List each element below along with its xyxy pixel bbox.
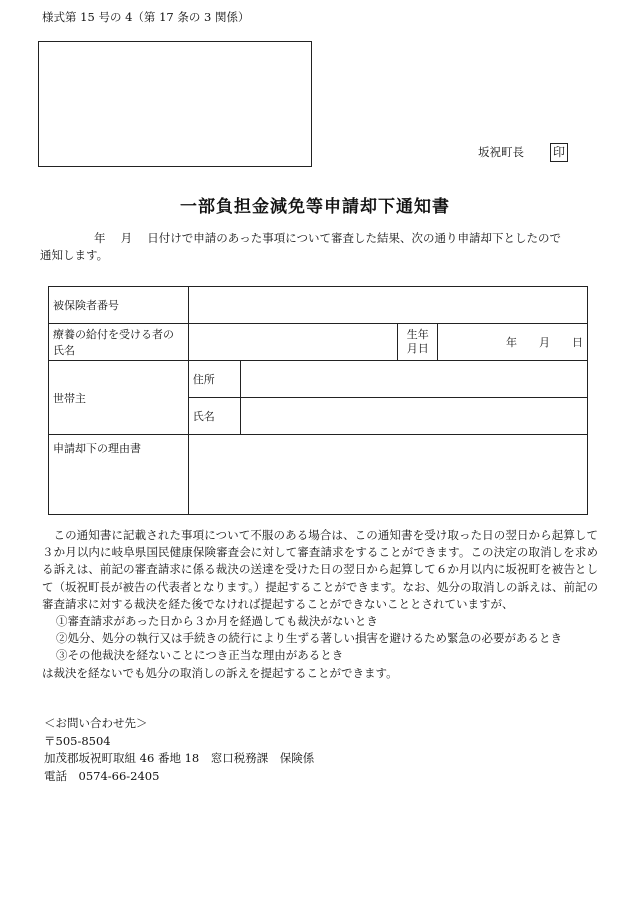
- intro-line-2: 通知します。: [40, 248, 109, 262]
- notice-item-3: ③その他裁決を経ないことにつき正当な理由があるとき: [56, 648, 344, 663]
- recipient-label-line-1: 療養の給付を受ける者の: [53, 328, 174, 341]
- contact-phone: 電話 0574-66-2405: [44, 768, 160, 783]
- recipient-address-box: [38, 41, 312, 167]
- issuer-title: 坂祝町長: [478, 145, 524, 159]
- intro-text: [40, 230, 600, 264]
- intro-line-1: 年 月 日付けで申請のあった事項について審査した結果、次の通り申請却下としたので: [94, 231, 561, 245]
- issuer: [478, 143, 568, 162]
- recipient-name-value: [188, 324, 398, 361]
- rejection-reason-label: 申請却下の理由書: [49, 435, 189, 515]
- birth-label-line-2: 月日: [406, 342, 429, 355]
- recipient-label-line-2: 氏名: [53, 344, 75, 357]
- notice-item-2: ②処分、処分の執行又は手続きの続行により生ずる著しい損害を避けるため緊急の必要があるとき: [56, 631, 562, 646]
- household-head-label: 世帯主: [49, 361, 189, 435]
- head-name-value: [240, 398, 587, 435]
- insured-number-label: 被保険者番号: [49, 287, 189, 324]
- address-value: [240, 361, 587, 398]
- notice-paragraph: この通知書に記載された事項について不服のある場合は、この通知書を受け取った日の翌日から起算して３か月以内に岐阜県国民健康保険審査会に対して審査請求をすることができます。この決定の取消しを求める訴えは、前記の審査請求に係る裁決の送達を受けた日の翌日から起算して６か月以内に坂祝町を被告として（坂祝町長が被告の代表者となります。）提起することができます。なお、処分の取消しの訴えは、前記の審査請求に対する裁決を経た後でなければ提起することができないこととされていますが、: [42, 528, 598, 611]
- seal-mark: 印: [550, 143, 568, 162]
- address-label: 住所: [188, 361, 240, 398]
- notice-closing: は裁決を経ないでも処分の取消しの訴えを提起することができます。: [42, 665, 398, 680]
- notice-item-1: ①審査請求があった日から３か月を経過しても裁決がないとき: [56, 614, 378, 629]
- contact-address: 加茂郡坂祝町取組 46 番地 18 窓口税務課 保険係: [44, 751, 315, 765]
- birth-label-line-1: 生年: [406, 328, 429, 341]
- insured-number-value: [188, 287, 587, 324]
- appeal-notice: [42, 527, 598, 682]
- contact-postal: 〒505-8504: [44, 733, 111, 748]
- application-table: [48, 286, 588, 515]
- birth-date-value: 年 月 日: [438, 324, 588, 361]
- form-reference: 様式第 15 号の 4（第 17 条の 3 関係）: [42, 10, 250, 24]
- contact-info: [44, 715, 314, 785]
- contact-heading: ＜お問い合わせ先＞: [44, 716, 148, 730]
- rejection-reason-value: [188, 435, 587, 515]
- document-title: 一部負担金減免等申請却下通知書: [180, 197, 450, 217]
- recipient-name-label: [49, 324, 189, 361]
- head-name-label: 氏名: [188, 398, 240, 435]
- birth-date-label: [398, 324, 438, 361]
